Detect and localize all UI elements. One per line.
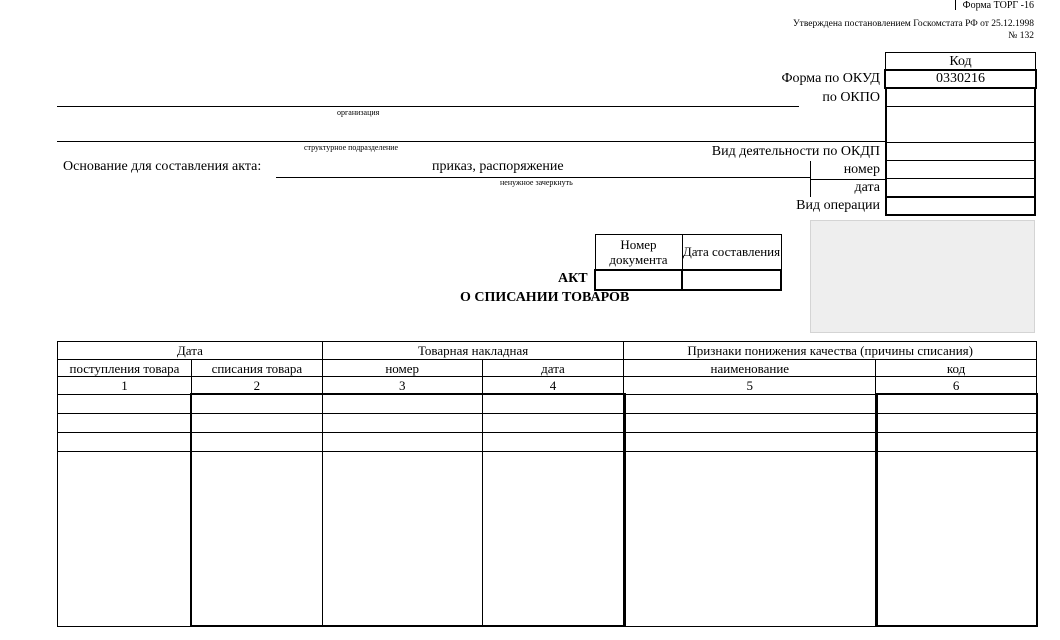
group-signs: Признаки понижения качества (причины списания) <box>624 342 1037 360</box>
number-label: номер <box>843 162 880 177</box>
code-okud-box[interactable] <box>884 69 1037 89</box>
strike-caption: ненужное зачеркнуть <box>500 178 573 187</box>
cell[interactable] <box>624 395 876 414</box>
act-title: АКТ <box>558 271 588 286</box>
bold-frame-col-6 <box>876 393 1038 627</box>
code-operation-box[interactable] <box>885 197 1036 216</box>
okud-label: Форма по ОКУД <box>781 71 880 86</box>
group-date: Дата <box>58 342 323 360</box>
doc-date-cell[interactable] <box>682 270 781 290</box>
doc-number-table <box>594 234 782 291</box>
cell[interactable] <box>58 395 192 414</box>
code-date-box[interactable] <box>885 179 1036 197</box>
doc-date-header: Дата составления <box>682 235 781 270</box>
col-header: наименование <box>624 360 876 377</box>
basis-value[interactable]: приказ, распоряжение <box>432 159 564 174</box>
code-title: Код <box>949 54 972 69</box>
act-subtitle: О СПИСАНИИ ТОВАРОВ <box>460 290 630 305</box>
col-header: код <box>876 360 1037 377</box>
cell[interactable] <box>624 452 876 627</box>
organization-line[interactable] <box>57 106 799 107</box>
cell[interactable] <box>624 414 876 433</box>
code-number-box[interactable] <box>885 161 1036 179</box>
date-label: дата <box>854 180 880 195</box>
doc-number-header: Номер документа <box>595 235 682 270</box>
col-number: 4 <box>482 377 624 395</box>
stamp-area <box>810 220 1035 333</box>
cell[interactable] <box>58 433 192 452</box>
col-number: 5 <box>624 377 876 395</box>
code-okpo-box[interactable] <box>885 89 1036 107</box>
organization-caption: организация <box>337 108 380 117</box>
bold-frame-cols-2-4 <box>190 393 626 627</box>
subdivision-caption: структурное подразделение <box>304 143 399 152</box>
okdp-label: Вид деятельности по ОКДП <box>711 144 880 159</box>
col-header: номер <box>322 360 482 377</box>
col-header: поступления товара <box>58 360 192 377</box>
col-header: дата <box>482 360 624 377</box>
cell[interactable] <box>624 433 876 452</box>
code-header <box>885 52 1036 70</box>
form-name: Форма ТОРГ -16 <box>962 0 1034 11</box>
subdivision-line[interactable] <box>57 141 885 142</box>
operation-label: Вид операции <box>796 198 880 213</box>
group-invoice: Товарная накладная <box>322 342 624 360</box>
approval-number: № 132 <box>1008 31 1034 41</box>
col-number: 6 <box>876 377 1037 395</box>
cursor-mark <box>955 0 956 10</box>
code-okdp-box[interactable] <box>885 143 1036 161</box>
col-number: 3 <box>322 377 482 395</box>
col-number: 1 <box>58 377 192 395</box>
code-blank-box[interactable] <box>885 107 1036 143</box>
basis-label: Основание для составления акта: <box>63 159 262 174</box>
okpo-label: по ОКПО <box>822 90 880 105</box>
col-header: списания товара <box>191 360 322 377</box>
approval-note: Утверждена постановлением Госкомстата РФ от 25.12.1998 <box>792 19 1034 29</box>
cell[interactable] <box>58 452 192 627</box>
cell[interactable] <box>58 414 192 433</box>
okud-value: 0330216 <box>936 71 985 86</box>
doc-number-cell[interactable] <box>595 270 682 290</box>
col-number: 2 <box>191 377 322 395</box>
